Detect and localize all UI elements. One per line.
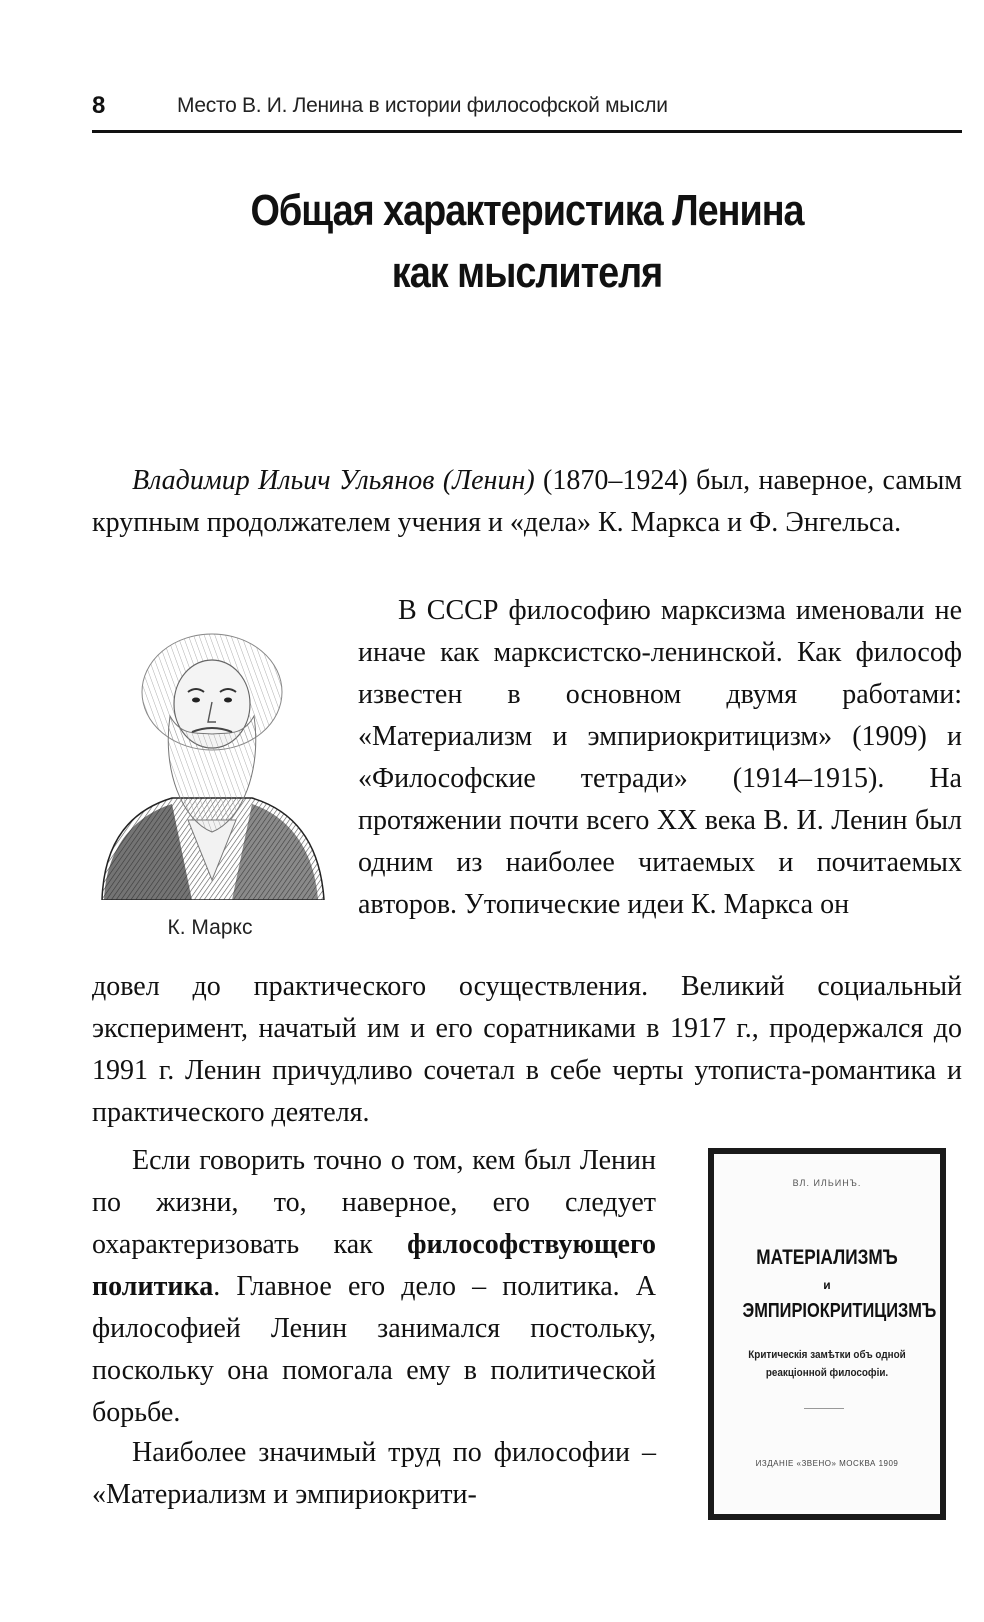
paragraph-4: Наиболее значимый труд по философии – «Материализм и эмпириокрити- [92, 1437, 656, 1510]
paragraph-2-continued: довел до практического осуществления. Великий социальный эксперимент, начатый им и его соратниками в 1917 г., продержался до 1991 г. Ленин причудливо сочетал в себе черты утописта-романтика и практического деятеля. [92, 971, 962, 1128]
p3-bold-term: философствующего политика [92, 1229, 656, 1302]
cover-author: ВЛ. ИЛЬИНЪ. [792, 1178, 862, 1188]
marx-figure [92, 620, 328, 950]
p3-before: Если говорить точно о том, кем был Ленин по жизни, то, наверное, его следует охарактеризовать как [92, 1145, 656, 1260]
running-title: Место В. И. Ленина в истории философской мысли [177, 94, 668, 117]
portrait-illustration-icon [92, 620, 328, 900]
cover-title-1: МАТЕРІАЛИЗМЪ [756, 1246, 898, 1269]
paragraph-2-wrapped: В СССР философию марксизма именовали не иначе как марксистско-ленинской. Как философ известен в основном двумя работами: «Материализм и эмпириокритицизм» (1909) и «Философские тетради» (1914–1915). На протяжении почти всего ХХ века В. И. Ленин был одним из наиболее читаемых и почитаемых авторов. Утопические идеи К. Маркса он [358, 595, 962, 920]
book-cover-inner [724, 1164, 937, 1504]
chapter-title [153, 180, 901, 304]
cover-conjunction: и [823, 1278, 831, 1292]
running-header [92, 92, 962, 126]
chapter-title-line-2: как мыслителя [391, 248, 663, 297]
cover-rule [804, 1408, 844, 1409]
intro-rest: (1870–1924) был, наверное, самым крупным продолжателем учения и «дела» К. Маркса и Ф. Энгельса. [92, 465, 963, 538]
header-rule [92, 130, 962, 133]
cover-title-2: ЭМПИРІОКРИТИЦИЗМЪ [742, 1300, 937, 1322]
p3-after: . Главное его дело – политика. А философией Ленин занимался постольку, поскольку она помогала ему в политической борьбе. [92, 1271, 656, 1428]
page-number: 8 [92, 92, 106, 119]
cover-publisher: ИЗДАНІЕ «ЗВЕНО» МОСКВА 1909 [755, 1459, 899, 1468]
chapter-title-line-1: Общая характеристика Ленина [250, 186, 804, 235]
paragraph-3 [92, 1140, 656, 1434]
intro-paragraph [92, 460, 962, 544]
book-cover-image [708, 1148, 946, 1520]
cover-subtitle: Критическія замѣтки объ одной реакціонной философіи. [748, 1349, 906, 1379]
lenin-name: Владимир Ильич Ульянов (Ленин) [132, 465, 535, 496]
marx-caption: К. Маркс [167, 916, 253, 939]
